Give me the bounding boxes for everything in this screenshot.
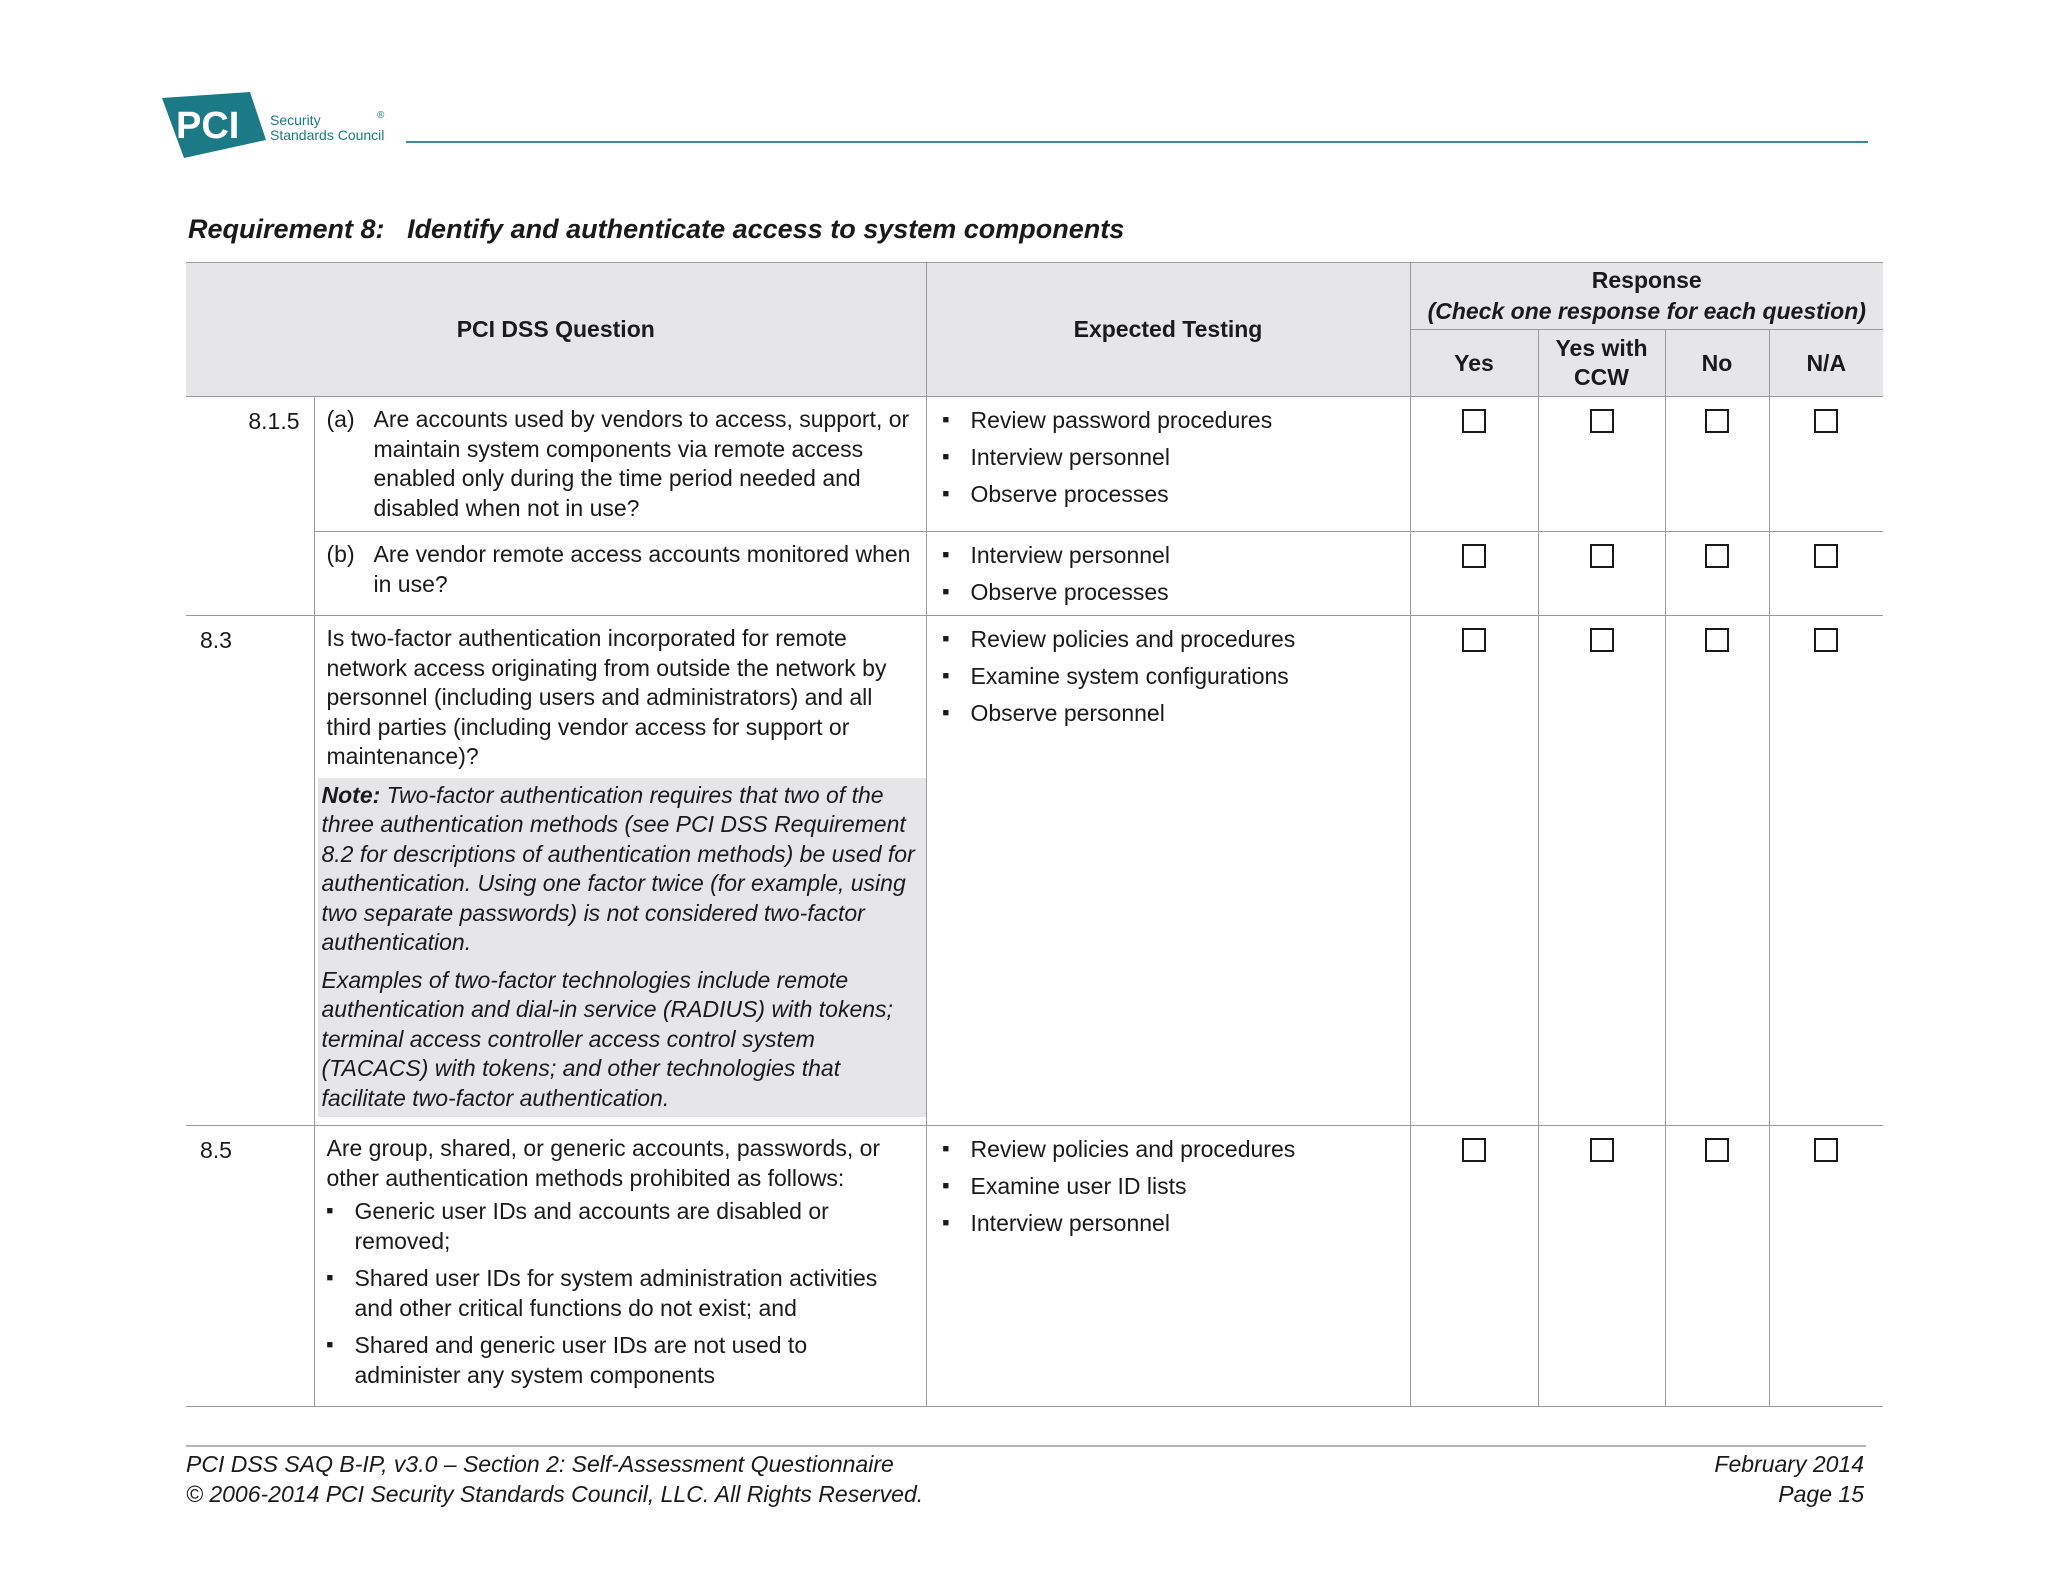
test-item: ■ Observe personnel bbox=[943, 699, 1402, 729]
yes-checkbox[interactable] bbox=[1462, 1138, 1486, 1162]
na-checkbox[interactable] bbox=[1814, 544, 1838, 568]
response-yes-ccw-cell bbox=[1538, 397, 1665, 532]
yes-with-ccw-checkbox[interactable] bbox=[1590, 544, 1614, 568]
response-na-cell bbox=[1769, 397, 1883, 532]
logo-registered-mark: ® bbox=[377, 110, 385, 121]
response-na-cell bbox=[1769, 1126, 1883, 1407]
test-item: ■ Review policies and procedures bbox=[943, 625, 1402, 655]
no-checkbox[interactable] bbox=[1705, 409, 1729, 433]
table-row-8-1-5-b bbox=[186, 532, 1883, 616]
header-no: No bbox=[1665, 330, 1769, 397]
bullet-icon: ■ bbox=[326, 1205, 334, 1217]
page-title bbox=[188, 214, 1124, 245]
test-item: ■ Interview personnel bbox=[943, 541, 1402, 571]
question-bullet: ■ Shared and generic user IDs are not used to administer any system components bbox=[327, 1331, 916, 1390]
no-checkbox[interactable] bbox=[1705, 544, 1729, 568]
no-checkbox[interactable] bbox=[1705, 628, 1729, 652]
footer-date: February 2014 bbox=[1714, 1451, 1864, 1477]
test-item: ■ Observe processes bbox=[943, 578, 1402, 608]
bullet-icon: ■ bbox=[942, 670, 950, 682]
bullet-icon: ■ bbox=[942, 549, 950, 561]
yes-checkbox[interactable] bbox=[1462, 409, 1486, 433]
response-na-cell bbox=[1769, 532, 1883, 616]
response-yes-cell bbox=[1410, 1126, 1538, 1407]
pci-logo bbox=[162, 92, 402, 162]
bullet-icon: ■ bbox=[326, 1339, 334, 1351]
response-yes-cell bbox=[1410, 532, 1538, 616]
question-cell bbox=[314, 1126, 926, 1407]
footer-document-title: PCI DSS SAQ B-IP, v3.0 – Section 2: Self-Assessment Questionnaire bbox=[186, 1451, 894, 1477]
header-testing: Expected Testing bbox=[926, 263, 1410, 397]
question-text: Are vendor remote access accounts monitored when in use? bbox=[373, 541, 911, 597]
test-item: ■ Review policies and procedures bbox=[943, 1135, 1402, 1165]
bullet-icon: ■ bbox=[326, 1272, 334, 1284]
expected-testing-cell bbox=[926, 1126, 1410, 1407]
response-yes-cell bbox=[1410, 616, 1538, 1126]
footer-rule bbox=[186, 1445, 1866, 1447]
requirement-number: 8.1.5 bbox=[186, 397, 314, 616]
footer-page-number: Page 15 bbox=[1778, 1481, 1864, 1507]
response-no-cell bbox=[1665, 532, 1769, 616]
expected-testing-cell bbox=[926, 616, 1410, 1126]
test-item: ■ Interview personnel bbox=[943, 1209, 1402, 1239]
header-yes: Yes bbox=[1410, 330, 1538, 397]
note-box bbox=[318, 778, 927, 1118]
requirement-label: Requirement 8: bbox=[188, 214, 385, 244]
question-text: Is two-factor authentication incorporated for remote network access originating from outside the network by personnel (including users and administrators) and all third parties (including vendor access for support or maintenance)? bbox=[326, 625, 887, 769]
questionnaire-table bbox=[186, 262, 1883, 1407]
yes-checkbox[interactable] bbox=[1462, 628, 1486, 652]
response-instruction: (Check one response for each question) bbox=[1427, 298, 1866, 324]
response-title: Response bbox=[1591, 267, 1702, 293]
test-item: ■ Interview personnel bbox=[943, 443, 1402, 473]
logo-line-2: Standards Council bbox=[270, 127, 385, 143]
yes-with-ccw-checkbox[interactable] bbox=[1590, 1138, 1614, 1162]
bullet-icon: ■ bbox=[942, 586, 950, 598]
yes-with-ccw-checkbox[interactable] bbox=[1590, 628, 1614, 652]
bullet-icon: ■ bbox=[942, 414, 950, 426]
question-cell bbox=[314, 616, 926, 1126]
response-yes-ccw-cell bbox=[1538, 1126, 1665, 1407]
test-item: ■ Examine user ID lists bbox=[943, 1172, 1402, 1202]
no-checkbox[interactable] bbox=[1705, 1138, 1729, 1162]
question-text: Are group, shared, or generic accounts, passwords, or other authentication methods prohibited as follows: bbox=[326, 1135, 881, 1191]
question-cell bbox=[314, 532, 926, 616]
note-examples-text: Examples of two-factor technologies include remote authentication and dial-in service (RADIUS) with tokens; terminal access controller access control system (TACACS) with tokens; and other technologies that facilitate two-factor authentication. bbox=[321, 966, 893, 1111]
na-checkbox[interactable] bbox=[1814, 628, 1838, 652]
footer-left bbox=[186, 1449, 923, 1509]
yes-checkbox[interactable] bbox=[1462, 544, 1486, 568]
bullet-icon: ■ bbox=[942, 707, 950, 719]
table-row-8-3 bbox=[186, 616, 1883, 1126]
response-no-cell bbox=[1665, 397, 1769, 532]
question-bullet: ■ Generic user IDs and accounts are disabled or removed; bbox=[327, 1197, 916, 1256]
sub-question-label: (a) bbox=[326, 406, 355, 432]
logo-wordmark: PCI bbox=[176, 105, 240, 147]
yes-with-ccw-checkbox[interactable] bbox=[1590, 409, 1614, 433]
note-text: Two-factor authentication requires that two of the three authentication methods (see PCI DSS Requirement 8.2 for descriptions of authentication methods) be used for authentication. Using one factor twice (for example, using two separate passwords) is not considered two-factor authentication. bbox=[321, 781, 915, 955]
logo-line-1: Security bbox=[270, 112, 321, 128]
table-row-8-1-5-a bbox=[186, 397, 1883, 532]
response-na-cell bbox=[1769, 616, 1883, 1126]
response-yes-ccw-cell bbox=[1538, 616, 1665, 1126]
expected-testing-cell bbox=[926, 397, 1410, 532]
response-yes-cell bbox=[1410, 397, 1538, 532]
expected-testing-cell bbox=[926, 532, 1410, 616]
test-item: ■ Observe processes bbox=[943, 480, 1402, 510]
test-item: ■ Review password procedures bbox=[943, 406, 1402, 436]
question-text: Are accounts used by vendors to access, support, or maintain system components via remote access enabled only during the time period needed and disabled when not in use? bbox=[373, 406, 910, 521]
header-na: N/A bbox=[1769, 330, 1883, 397]
footer-copyright: © 2006-2014 PCI Security Standards Council, LLC. All Rights Reserved. bbox=[186, 1481, 924, 1507]
note-label: Note: bbox=[321, 781, 381, 808]
sub-question-label: (b) bbox=[326, 541, 355, 567]
bullet-icon: ■ bbox=[942, 1180, 950, 1192]
header-response bbox=[1410, 263, 1883, 330]
question-cell bbox=[314, 397, 926, 532]
requirement-number: 8.5 bbox=[186, 1126, 314, 1407]
response-no-cell bbox=[1665, 1126, 1769, 1407]
test-item: ■ Examine system configurations bbox=[943, 662, 1402, 692]
response-yes-ccw-cell bbox=[1538, 532, 1665, 616]
response-no-cell bbox=[1665, 616, 1769, 1126]
bullet-icon: ■ bbox=[942, 1143, 950, 1155]
bullet-icon: ■ bbox=[942, 633, 950, 645]
header-rule bbox=[406, 141, 1868, 143]
requirement-text: Identify and authenticate access to system components bbox=[407, 214, 1125, 244]
question-bullet: ■ Shared user IDs for system administration activities and other critical functions do not exist; and bbox=[327, 1264, 916, 1323]
na-checkbox[interactable] bbox=[1814, 1138, 1838, 1162]
header-question: PCI DSS Question bbox=[186, 263, 926, 397]
bullet-icon: ■ bbox=[942, 1217, 950, 1229]
na-checkbox[interactable] bbox=[1814, 409, 1838, 433]
table-row-8-5 bbox=[186, 1126, 1883, 1407]
requirement-number: 8.3 bbox=[186, 616, 314, 1126]
footer-right bbox=[1714, 1449, 1864, 1509]
bullet-icon: ■ bbox=[942, 451, 950, 463]
bullet-icon: ■ bbox=[942, 488, 950, 500]
header-yes-ccw: Yes with CCW bbox=[1538, 330, 1665, 397]
